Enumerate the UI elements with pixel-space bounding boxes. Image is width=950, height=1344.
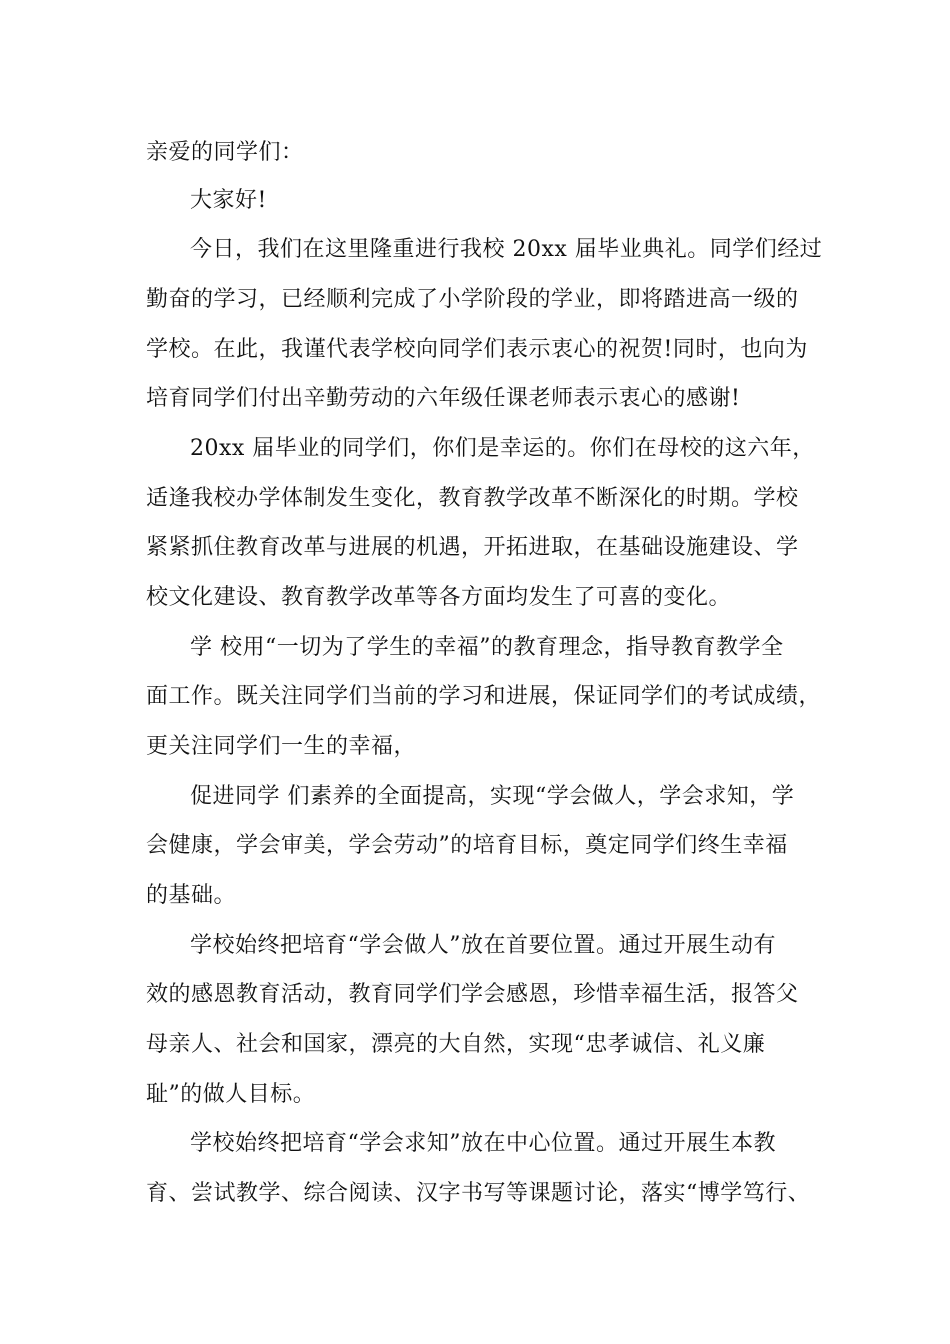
paragraph-4-line-3: 的基础。 (146, 883, 237, 908)
paragraph-2-line-4: 校文化建设、教育教学改革等各方面均发生了可喜的变化。 (146, 585, 732, 610)
paragraph-5-line-2: 效的感恩教育活动，教育同学们学会感恩，珍惜幸福生活，报答父 (146, 982, 799, 1007)
paragraph-2-line-3: 紧紧抓住教育改革与进展的机遇，开拓进取，在基础设施建设、学 (146, 535, 799, 560)
paragraph-5-line-3: 母亲人、社会和国家，漂亮的大自然，实现“忠孝诚信、礼义廉 (146, 1032, 766, 1057)
paragraph-4-line-1: 促进同学 们素养的全面提高，实现“学会做人，学会求知，学 (190, 784, 795, 809)
paragraph-1-line-2: 勤奋的学习，已经顺利完成了小学阶段的学业，即将踏进高一级的 (146, 287, 799, 312)
paragraph-1-line-4: 培育同学们付出辛勤劳动的六年级任课老师表示衷心的感谢! (146, 386, 741, 411)
paragraph-2-line-1: 20xx 届毕业的同学们，你们是幸运的。你们在母校的这六年， (190, 436, 815, 461)
paragraph-1-line-1: 今日，我们在这里隆重进行我校 20xx 届毕业典礼。同学们经过 (190, 237, 823, 262)
paragraph-5-line-4: 耻”的做人目标。 (146, 1082, 316, 1107)
paragraph-6-line-2: 育、尝试教学、综合阅读、汉字书写等课题讨论，落实“博学笃行、 (146, 1181, 811, 1206)
greeting-line: 大家好! (190, 188, 267, 213)
paragraph-4-line-2: 会健康，学会审美，学会劳动”的培育目标，奠定同学们终生幸福 (146, 833, 788, 858)
paragraph-6-line-1: 学校始终把培育“学会求知”放在中心位置。通过开展生本教 (190, 1131, 776, 1156)
paragraph-3-line-3: 更关注同学们一生的幸福， (146, 734, 417, 759)
paragraph-1-line-3: 学校。在此，我谨代表学校向同学们表示衷心的祝贺!同时，也向为 (146, 337, 808, 362)
paragraph-3-line-1: 学 校用“一切为了学生的幸福”的教育理念，指导教育教学全 (190, 635, 784, 660)
salutation-line: 亲爱的同学们： (146, 140, 304, 165)
paragraph-5-line-1: 学校始终把培育“学会做人”放在首要位置。通过开展生动有 (190, 933, 776, 958)
paragraph-3-line-2: 面工作。既关注同学们当前的学习和进展，保证同学们的考试成绩， (146, 684, 822, 709)
paragraph-2-line-2: 适逢我校办学体制发生变化，教育教学改革不断深化的时期。学校 (146, 486, 799, 511)
